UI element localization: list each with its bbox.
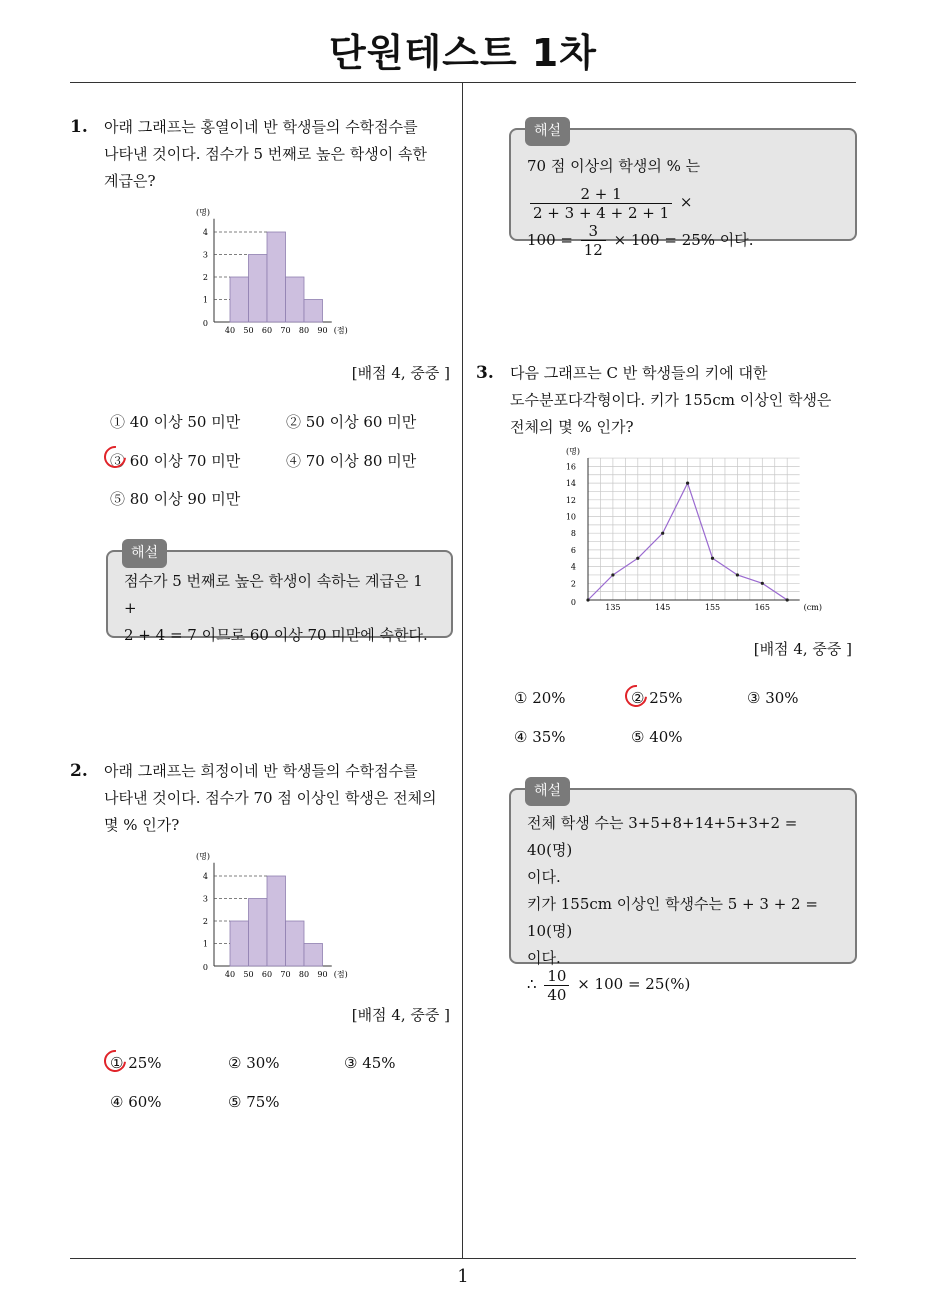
- data-point: [586, 598, 589, 601]
- score-label: [배점 4, 중중 ]: [351, 364, 450, 382]
- solution-tag: 해설: [525, 777, 570, 806]
- y-tick-label: 16: [565, 462, 576, 472]
- page-title: 단원테스트 1차: [329, 31, 597, 75]
- choice-1[interactable]: [514, 689, 566, 707]
- histogram-bar: [286, 277, 305, 322]
- times-sign: ×: [679, 193, 693, 211]
- choice-2[interactable]: [631, 689, 683, 707]
- y-axis-label: (명): [196, 851, 210, 861]
- data-point: [761, 582, 764, 585]
- choice-1[interactable]: [110, 411, 240, 432]
- question-2: [70, 758, 450, 839]
- y-tick-label: 14: [565, 479, 576, 489]
- data-point: [736, 573, 739, 576]
- histogram-bar: [286, 921, 305, 966]
- footer-rule: [70, 1258, 856, 1259]
- question-text-line: 아래 그래프는 희정이네 반 학생들의 수학점수를: [104, 762, 418, 780]
- histogram-bar: [230, 921, 249, 966]
- fraction-denominator: 40: [547, 985, 567, 1004]
- therefore-sign: ∴: [527, 975, 537, 993]
- question-text-line: 나타낸 것이다. 점수가 5 번째로 높은 학생이 속한: [104, 145, 427, 163]
- choice-label: ① 20%: [514, 689, 566, 707]
- choice-5[interactable]: [110, 488, 240, 509]
- y-tick-label: 4: [202, 228, 208, 237]
- solution-tag: 해설: [122, 539, 167, 568]
- fraction: [530, 185, 672, 222]
- histogram-bar: [267, 876, 286, 966]
- data-point: [711, 557, 714, 560]
- solution-line: 이다.: [527, 949, 561, 967]
- fraction-denominator: 12: [583, 241, 603, 259]
- x-tick-label: 50: [243, 326, 254, 335]
- y-tick-label: 2: [202, 273, 208, 282]
- fraction-numerator: 2 + 1: [530, 185, 672, 204]
- choice-2[interactable]: [228, 1054, 280, 1072]
- solution-line: 전체 학생 수는 3+5+8+14+5+3+2 = 40(명): [527, 814, 798, 859]
- x-axis-label: (cm): [803, 603, 822, 612]
- histogram-bar: [230, 277, 249, 322]
- y-tick-label: 1: [202, 939, 208, 949]
- histogram-bar: [304, 944, 323, 967]
- x-tick-label: 80: [298, 970, 310, 979]
- solution-text: 70 점 이상의 학생의 % 는: [527, 157, 701, 175]
- x-tick-label: 135: [605, 603, 621, 612]
- y-tick-label: 10: [565, 512, 576, 522]
- question-text: [104, 114, 450, 195]
- choice-4[interactable]: [286, 450, 416, 471]
- x-tick-label: 50: [243, 970, 254, 979]
- question-text-line: 전체의 몇 % 인가?: [510, 418, 634, 436]
- choice-3[interactable]: [110, 450, 240, 471]
- choice-label: ⑤ 75%: [228, 1093, 280, 1111]
- y-tick-label: 12: [565, 495, 576, 505]
- histogram-bar: [249, 255, 268, 323]
- choice-label: ④ 35%: [514, 728, 566, 746]
- x-tick-label: 165: [754, 603, 770, 612]
- solution-box: [509, 123, 857, 259]
- choice-1[interactable]: [110, 1054, 162, 1072]
- y-tick-label: 3: [202, 894, 208, 904]
- x-axis-label: (점): [333, 970, 348, 979]
- choice-5[interactable]: [631, 728, 683, 746]
- x-axis-label: (점): [333, 326, 348, 335]
- x-tick-label: 155: [704, 603, 721, 612]
- choice-3[interactable]: [747, 689, 799, 707]
- question-number: 2.: [70, 761, 88, 781]
- choice-label: ③ 30%: [747, 689, 799, 707]
- y-tick-label: 8: [570, 529, 576, 539]
- y-tick-label: 6: [570, 545, 576, 555]
- question-text-line: 계급은?: [104, 172, 156, 190]
- page-number: 1: [457, 1266, 469, 1287]
- x-tick-label: 70: [280, 970, 291, 979]
- fraction-numerator: 10: [544, 967, 569, 986]
- score-label: [배점 4, 중중 ]: [753, 640, 852, 658]
- question-3: [476, 360, 856, 441]
- choice-label: ② 50 이상 60 미만: [286, 413, 417, 431]
- question-1: [70, 114, 450, 195]
- choice-label: ① 40 이상 50 미만: [110, 413, 241, 431]
- score-label: [배점 4, 중중 ]: [351, 1006, 450, 1024]
- question-number: 1.: [70, 117, 88, 137]
- histogram-bar: [267, 232, 286, 322]
- histogram-chart-1: [185, 198, 385, 343]
- x-tick-label: 70: [280, 326, 291, 335]
- choice-4[interactable]: [110, 1093, 162, 1111]
- y-tick-label: 3: [202, 250, 208, 260]
- x-tick-label: 60: [261, 970, 273, 979]
- y-axis-label: (명): [196, 207, 210, 217]
- data-point: [686, 482, 689, 485]
- histogram-bar: [304, 300, 323, 323]
- solution-box: [106, 545, 453, 644]
- data-point: [786, 598, 789, 601]
- y-tick-label: 4: [202, 872, 208, 881]
- x-tick-label: 40: [224, 326, 236, 335]
- choice-label: ② 30%: [228, 1054, 280, 1072]
- column-divider: [462, 83, 463, 1258]
- x-tick-label: 90: [317, 970, 328, 979]
- solution-line: [527, 966, 841, 1004]
- solution-line: [527, 148, 841, 222]
- x-tick-label: 145: [655, 603, 671, 612]
- data-point: [611, 573, 614, 576]
- fraction-denominator: 2 + 3 + 4 + 2 + 1: [533, 203, 670, 222]
- y-tick-label: 0: [570, 598, 576, 607]
- solution-line: [527, 222, 841, 260]
- header-rule: [70, 82, 856, 83]
- x-tick-label: 80: [298, 326, 310, 335]
- x-tick-label: 90: [317, 326, 328, 335]
- solution-line: 2 + 4 = 7 이므로 60 이상 70 미만에 속한다.: [124, 626, 428, 644]
- solution-line: 키가 155cm 이상인 학생수는 5 + 3 + 2 = 10(명): [527, 895, 818, 940]
- data-point: [661, 532, 664, 535]
- choice-label: ⑤ 80 이상 90 미만: [110, 490, 241, 508]
- choice-2[interactable]: [286, 411, 416, 432]
- choice-5[interactable]: [228, 1093, 280, 1111]
- y-tick-label: 0: [202, 319, 208, 328]
- x-tick-label: 40: [224, 970, 236, 979]
- histogram-chart-2: [185, 842, 385, 987]
- question-text: [104, 758, 450, 839]
- solution-text: × 100 = 25(%): [577, 975, 691, 993]
- frequency-polygon-chart: [558, 442, 822, 617]
- fraction: [544, 967, 569, 1004]
- question-text: [510, 360, 856, 441]
- solution-tag: 해설: [525, 117, 570, 146]
- fraction-numerator: 3: [581, 222, 606, 241]
- y-tick-label: 0: [202, 963, 208, 972]
- choice-label: ① 25%: [110, 1054, 162, 1072]
- y-axis-label: (명): [566, 447, 580, 457]
- x-tick-label: 60: [261, 326, 273, 335]
- y-tick-label: 1: [202, 295, 208, 305]
- y-tick-label: 2: [570, 579, 576, 589]
- choice-4[interactable]: [514, 728, 566, 746]
- question-text-line: 아래 그래프는 홍열이네 반 학생들의 수학점수를: [104, 118, 418, 136]
- y-tick-label: 4: [570, 562, 576, 572]
- choice-3[interactable]: [344, 1054, 396, 1072]
- question-number: 3.: [476, 363, 494, 383]
- solution-text: 100 =: [527, 230, 573, 249]
- data-point: [636, 557, 639, 560]
- question-text-line: 도수분포다각형이다. 키가 155cm 이상인 학생은: [510, 391, 832, 409]
- question-text-line: 나타낸 것이다. 점수가 70 점 이상인 학생은 전체의: [104, 789, 437, 807]
- question-text-line: 다음 그래프는 C 반 학생들의 키에 대한: [510, 364, 768, 382]
- fraction: [581, 222, 606, 259]
- question-text-line: 몇 % 인가?: [104, 816, 180, 834]
- choice-label: ③ 60 이상 70 미만: [110, 452, 241, 470]
- choice-label: ④ 70 이상 80 미만: [286, 452, 417, 470]
- choice-label: ⑤ 40%: [631, 728, 683, 746]
- solution-text: × 100 = 25% 이다.: [613, 230, 754, 249]
- solution-line: 이다.: [527, 868, 561, 886]
- choice-label: ④ 60%: [110, 1093, 162, 1111]
- histogram-bar: [249, 899, 268, 967]
- solution-box: [509, 783, 857, 1004]
- choice-label: ② 25%: [631, 689, 683, 707]
- y-tick-label: 2: [202, 917, 208, 926]
- solution-line: 점수가 5 번째로 높은 학생이 속하는 계급은 1 +: [124, 572, 423, 617]
- choice-label: ③ 45%: [344, 1054, 396, 1072]
